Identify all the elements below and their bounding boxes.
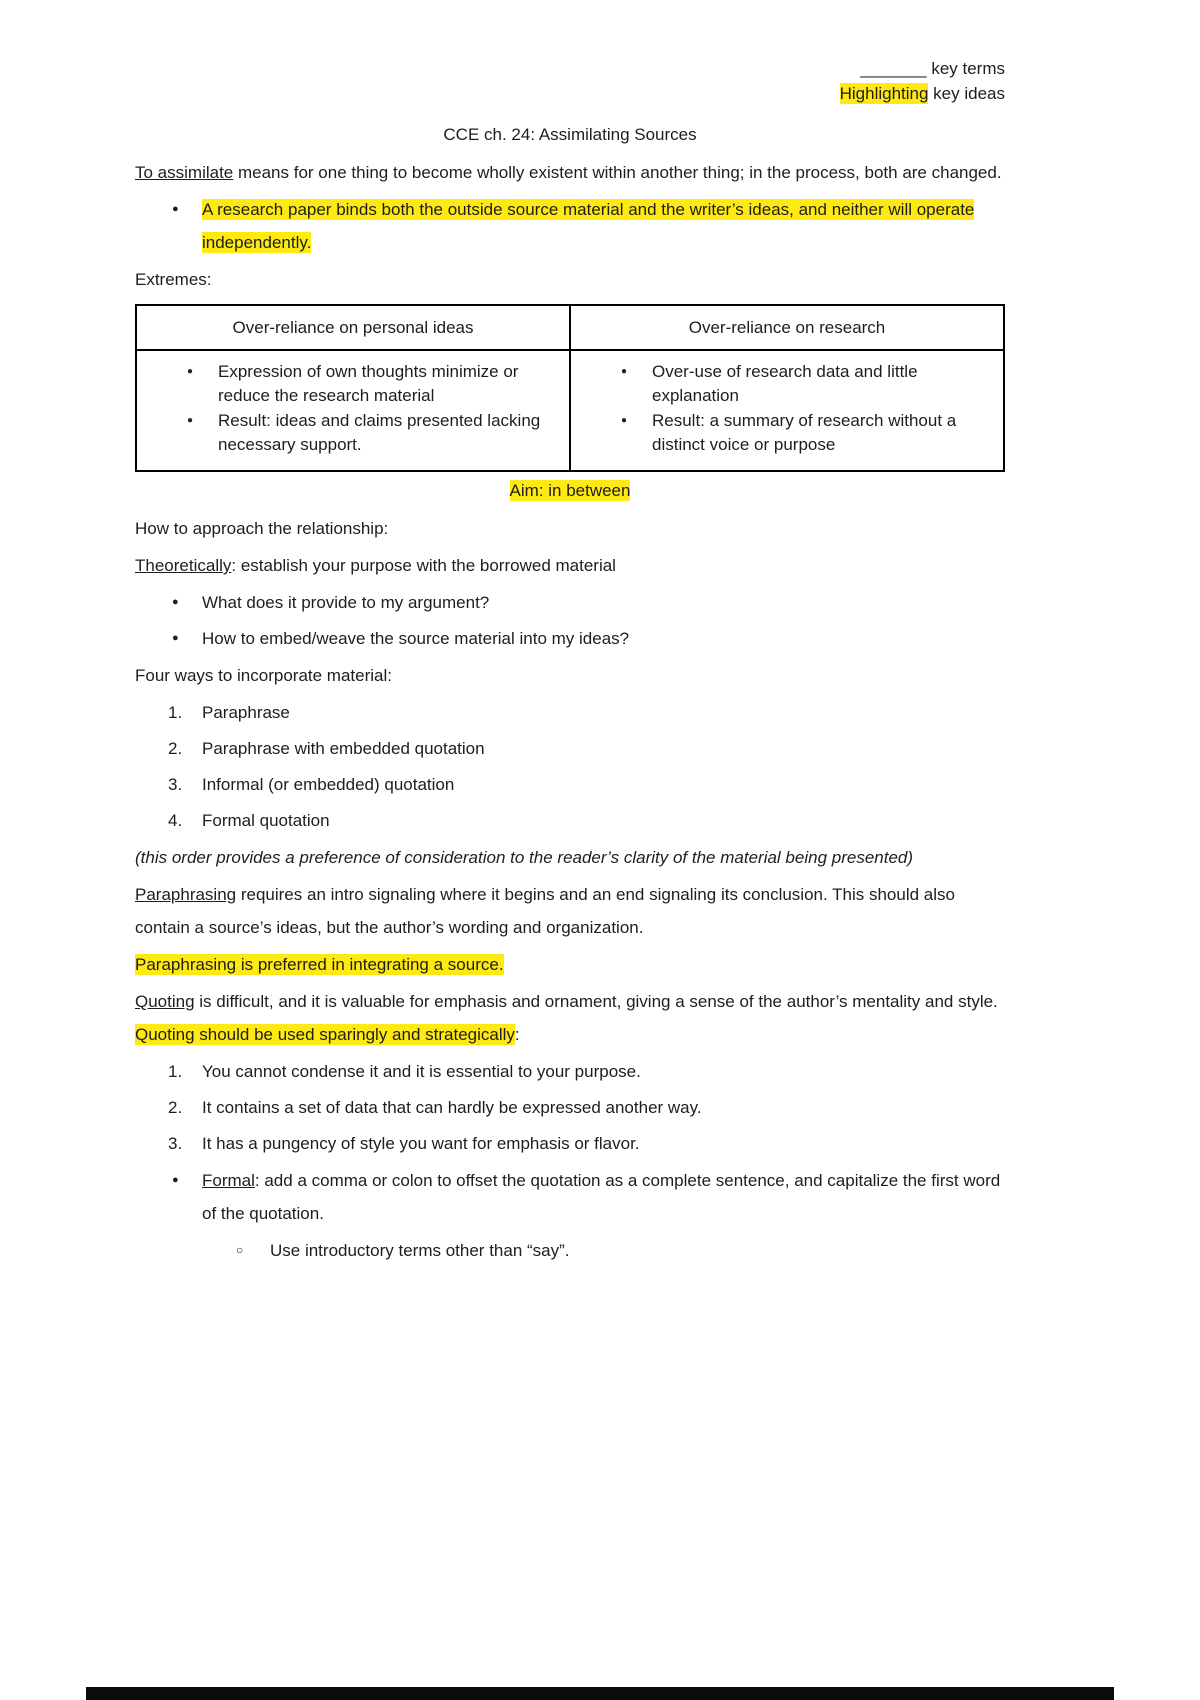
extremes-label: Extremes: bbox=[135, 270, 212, 289]
table-cell-research bbox=[570, 350, 1004, 471]
formal-sub-bullet-list bbox=[135, 1234, 1005, 1267]
aim-line bbox=[135, 474, 1005, 507]
quoting-paragraph bbox=[135, 985, 1005, 1051]
list-item: Informal (or embedded) quotation bbox=[202, 775, 455, 794]
theoretically-body: : establish your purpose with the borrowed material bbox=[231, 556, 616, 575]
list-item: Formal quotation bbox=[202, 811, 330, 830]
formal-lead-underlined: Formal bbox=[202, 1171, 255, 1190]
intro-body: means for one thing to become wholly existent within another thing; in the process, both are changed. bbox=[233, 163, 1002, 182]
research-bullet-list bbox=[135, 193, 1005, 259]
order-note: (this order provides a preference of consideration to the reader’s clarity of the material being presented) bbox=[135, 848, 914, 867]
approach-heading: How to approach the relationship: bbox=[135, 519, 389, 538]
research-bullet-text: A research paper binds both the outside source material and the writer’s ideas, and neither will operate independently. bbox=[202, 200, 975, 252]
list-item bbox=[135, 193, 1005, 259]
quoting-after-highlight: : bbox=[514, 1025, 520, 1044]
quoting-lead-underlined: Quoting bbox=[135, 992, 195, 1011]
intro-lead-underlined: To assimilate bbox=[135, 163, 234, 182]
table-header-row bbox=[136, 305, 1004, 350]
quoting-highlight-text: Quoting should be used sparingly and strategically bbox=[135, 1025, 515, 1044]
table-body-row bbox=[136, 350, 1004, 471]
quoting-rules-list bbox=[135, 1055, 1005, 1160]
quoting-body: is difficult, and it is valuable for emphasis and ornament, giving a sense of the author’s mentality and style. bbox=[194, 992, 998, 1011]
paraphrasing-highlight-text: Paraphrasing is preferred in integrating a source. bbox=[135, 955, 504, 974]
table-cell-personal-ideas bbox=[136, 350, 570, 471]
theoretically-paragraph bbox=[135, 549, 1005, 582]
page-break-bar bbox=[86, 1687, 1114, 1700]
list-item: ● Result: ideas and claims presented lacking necessary support. bbox=[143, 409, 563, 457]
table-header-personal-ideas: Over-reliance on personal ideas bbox=[136, 305, 570, 350]
four-ways-heading: Four ways to incorporate material: bbox=[135, 666, 392, 685]
paraphrasing-body: requires an intro signaling where it begins and an end signaling its conclusion. This should also contain a source’s ideas, but the author’s wording and organization. bbox=[135, 885, 955, 937]
list-item: Paraphrase with embedded quotation bbox=[202, 739, 485, 758]
list-item: ● Result: a summary of research without a distinct voice or purpose bbox=[577, 409, 997, 457]
intro-paragraph bbox=[135, 156, 1005, 189]
aim-highlight-text: Aim: in between bbox=[509, 481, 631, 500]
list-item: ● Expression of own thoughts minimize or reduce the research material bbox=[143, 360, 563, 408]
key-ideas-label: key ideas bbox=[928, 84, 1005, 103]
legend-key-terms bbox=[135, 56, 1005, 81]
approach-bullet-list bbox=[135, 586, 1005, 655]
list-item: ● How to embed/weave the source material into my ideas? bbox=[135, 622, 1005, 655]
legend bbox=[135, 56, 1005, 106]
paraphrasing-paragraph bbox=[135, 878, 1005, 944]
list-item: ● What does it provide to my argument? bbox=[135, 586, 1005, 619]
list-item: It contains a set of data that can hardly be expressed another way. bbox=[202, 1098, 702, 1117]
list-item bbox=[135, 1164, 1005, 1230]
extremes-table bbox=[135, 304, 1005, 472]
paraphrasing-lead-underlined: Paraphrasing bbox=[135, 885, 237, 904]
highlighting-sample: Highlighting bbox=[839, 84, 929, 103]
formal-bullet-list bbox=[135, 1164, 1005, 1230]
table-header-research: Over-reliance on research bbox=[570, 305, 1004, 350]
list-item: It has a pungency of style you want for emphasis or flavor. bbox=[202, 1134, 640, 1153]
research-list bbox=[577, 360, 997, 457]
page-title: CCE ch. 24: Assimilating Sources bbox=[443, 125, 697, 144]
formal-body: : add a comma or colon to offset the quotation as a complete sentence, and capitalize the first word of the quotation. bbox=[202, 1171, 1001, 1223]
key-terms-blank: _______ bbox=[860, 59, 927, 78]
personal-ideas-list bbox=[143, 360, 563, 457]
legend-key-ideas bbox=[135, 81, 1005, 106]
list-item: You cannot condense it and it is essential to your purpose. bbox=[202, 1062, 641, 1081]
key-terms-label: key terms bbox=[926, 59, 1005, 78]
list-item: Paraphrase bbox=[202, 703, 290, 722]
list-item: ○ Use introductory terms other than “say”. bbox=[135, 1234, 1005, 1267]
list-item: ● Over-use of research data and little explanation bbox=[577, 360, 997, 408]
four-ways-list bbox=[135, 696, 1005, 837]
theoretically-lead-underlined: Theoretically bbox=[135, 556, 232, 575]
paraphrasing-highlight-line bbox=[135, 948, 1005, 981]
